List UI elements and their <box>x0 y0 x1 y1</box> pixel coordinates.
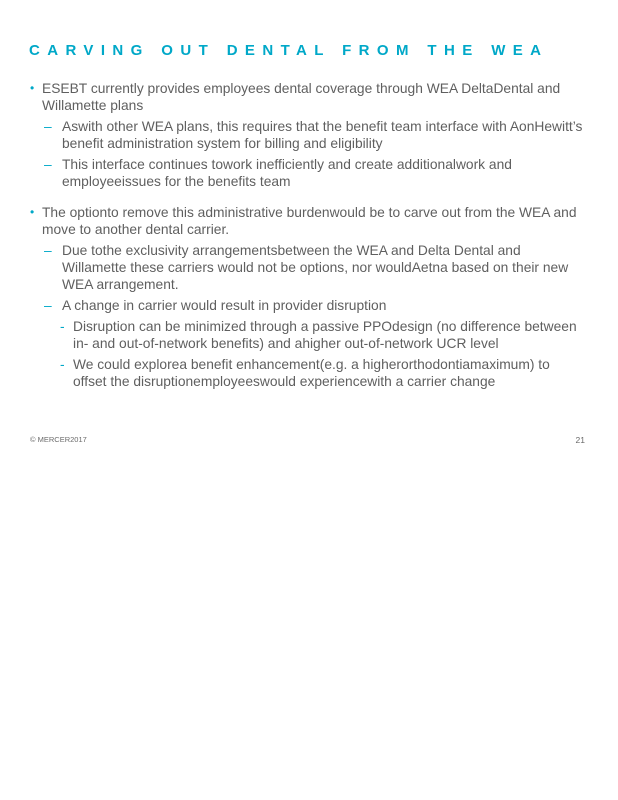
hyphen-icon: - <box>60 357 65 372</box>
bullet-dot-icon: • <box>30 205 35 219</box>
sub-bullet-item <box>30 118 585 152</box>
sub-bullet-text: This interface continues towork inefficiently and create additionalwork and employeeissues for the benefits team <box>62 157 512 189</box>
dash-icon: – <box>44 157 52 172</box>
hyphen-icon: - <box>60 319 65 334</box>
bullet-item <box>30 204 585 238</box>
sub-bullet-text: Due tothe exclusivity arrangementsbetween the WEA and Delta Dental and Willamette these carriers would not be options, nor wouldAetna based on their new WEA arrangement. <box>62 243 569 292</box>
dash-icon: – <box>44 298 52 313</box>
sub-bullet-item <box>30 297 585 314</box>
sub-bullet-item <box>30 242 585 293</box>
bullet-text: The optionto remove this administrative burdenwould be to carve out from the WEA and move to another dental carrier. <box>42 205 577 237</box>
copyright-footer: © MERCER2017 <box>30 435 87 444</box>
sub-sub-bullet-item <box>30 356 585 390</box>
dash-icon: – <box>44 119 52 134</box>
sub-sub-bullet-text: We could explorea benefit enhancement(e.g. a higherorthodontiamaximum) to offset the disruptionemployeeswould experiencewith a carrier change <box>73 357 550 389</box>
sub-bullet-text: A change in carrier would result in provider disruption <box>62 298 387 313</box>
sub-sub-bullet-item <box>30 318 585 352</box>
bullet-dot-icon: • <box>30 81 35 95</box>
slide-title: CARVING OUT DENTAL FROM THE WEA <box>29 42 549 59</box>
sub-bullet-text: Aswith other WEA plans, this requires that the benefit team interface with AonHewitt’s benefit administration system for billing and eligibility <box>62 119 583 151</box>
page-number: 21 <box>575 435 585 445</box>
sub-sub-bullet-text: Disruption can be minimized through a passive PPOdesign (no difference between in- and out-of-network benefits) and ahigher out-of-network UCR level <box>73 319 577 351</box>
bullet-list <box>30 80 585 390</box>
bullet-item <box>30 80 585 114</box>
sub-bullet-item <box>30 156 585 190</box>
bullet-text: ESEBT currently provides employees dental coverage through WEA DeltaDental and Willamette plans <box>42 81 561 113</box>
dash-icon: – <box>44 243 52 258</box>
